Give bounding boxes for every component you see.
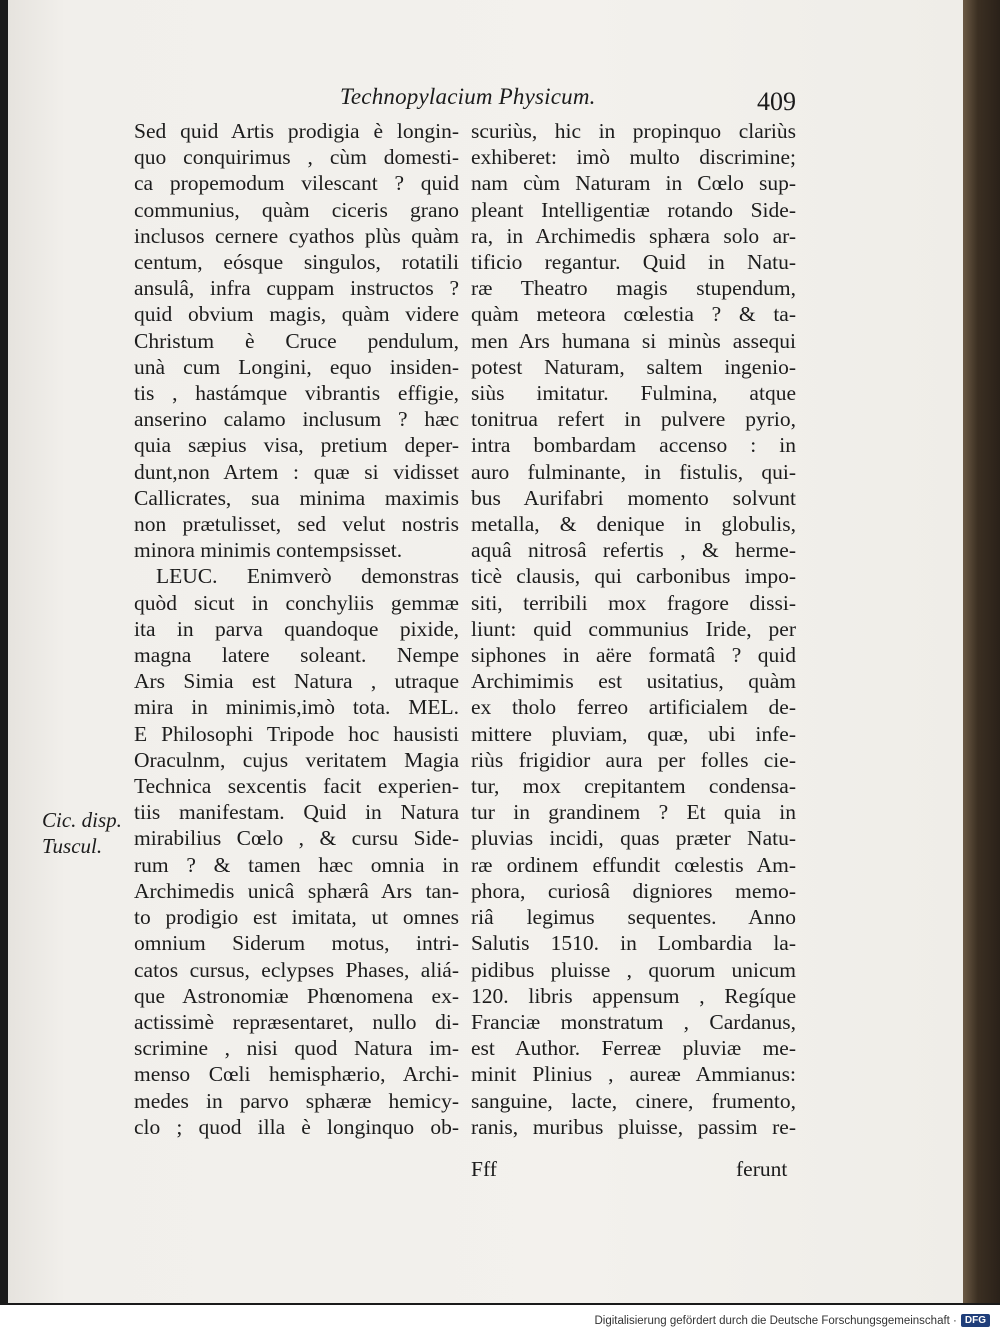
text-line: clo ; quod illa è longinquo ob- — [134, 1114, 459, 1139]
text-line: siphones in aëre formatâ ? quid — [471, 643, 796, 668]
text-line: quàm meteora cœlestia ? & ta- — [471, 302, 796, 327]
text-line: magna latere soleant. Nempe — [134, 643, 459, 668]
text-line: siti, terribili mox fragore dissi- — [471, 590, 796, 615]
marginal-note-line-1: Cic. disp. — [42, 808, 122, 832]
text-line: non prætulisset, sed velut nostris — [134, 512, 459, 537]
text-line: ra, in Archimedis sphæra solo ar- — [471, 223, 796, 248]
text-line: Archimimis est usitatius, quàm — [471, 669, 796, 694]
text-line: potest Naturam, saltem ingenio- — [471, 354, 796, 379]
text-line: anserino calamo inclusum ? hæc — [134, 407, 459, 432]
book-edge — [963, 0, 1000, 1303]
text-line: tis , hastámque vibrantis effigie, — [134, 381, 459, 406]
running-head: Technopylacium Physicum. — [340, 84, 596, 109]
catchword: ferunt — [736, 1157, 788, 1181]
text-line: inclusos cernere cyathos plùs quàm — [134, 223, 459, 248]
text-line: est Author. Ferreæ pluviæ me- — [471, 1036, 796, 1061]
right-column — [471, 118, 796, 1140]
text-line: Technica sexcentis facit experien- — [134, 774, 459, 799]
text-line: exhiberet: imò multo discrimine; — [471, 145, 796, 170]
text-line: tonitrua refert in pulvere pyrio, — [471, 407, 796, 432]
text-line: aquâ nitrosâ refertis , & herme- — [471, 538, 796, 563]
text-line: 120. libris appensum , Regíque — [471, 983, 796, 1008]
text-line: quòd sicut in conchyliis gemmæ — [134, 590, 459, 615]
text-line: ex tholo ferreo artificialem de- — [471, 695, 796, 720]
text-line: pleant Intelligentiæ rotando Side- — [471, 197, 796, 222]
text-line: auro fulminante, in fistulis, qui- — [471, 459, 796, 484]
text-line: Sed quid Artis prodigia è longin- — [134, 119, 459, 143]
page-number: 409 — [757, 87, 796, 116]
text-line: Archimedis unicâ sphærâ Ars tan- — [134, 878, 459, 903]
text-line: liunt: quid communius Iride, per — [471, 616, 796, 641]
text-line: ranis, muribus pluisse, passim re- — [471, 1114, 796, 1139]
text-line: catos cursus, eclypses Phases, aliá- — [134, 957, 459, 982]
text-line: ca propemodum vilescant ? quid — [134, 171, 459, 196]
text-line: communius, quàm ciceris grano — [134, 197, 459, 222]
text-line: que Astronomiæ Phœnomena ex- — [134, 983, 459, 1008]
text-line: riâ legimus sequentes. Anno — [471, 905, 796, 930]
text-line: Christum è Cruce pendulum, — [134, 328, 459, 353]
text-line: ræ Theatro magis stupendum, — [471, 276, 796, 301]
text-line: riùs frigidior aura per folles cie- — [471, 747, 796, 772]
text-line: Salutis 1510. in Lombardia la- — [471, 931, 796, 956]
text-line: E Philosophi Tripode hoc hausisti — [134, 721, 459, 746]
text-line: mittere pluviam, quæ, ubi infe- — [471, 721, 796, 746]
text-line: ita in parva quandoque pixide, — [134, 616, 459, 641]
text-line: minora minimis contempsisset. — [134, 538, 403, 563]
text-line: Ars Simia est Natura , utraque — [134, 669, 459, 694]
text-line: tificio regantur. Quid in Natu- — [471, 250, 796, 275]
text-line: Oraculnm, cujus veritatem Magia — [134, 747, 459, 772]
left-column — [134, 118, 459, 1140]
text-line: mirabilius Cœlo , & cursu Side- — [134, 826, 459, 851]
text-line: Franciæ monstratum , Cardanus, — [471, 1009, 796, 1034]
text-line: medes in parvo sphæræ hemicy- — [134, 1088, 459, 1113]
text-line: sanguine, lacte, cinere, frumento, — [471, 1088, 796, 1113]
footer-text: Digitalisierung gefördert durch die Deutsche Forschungsgemeinschaft · — [594, 1314, 957, 1327]
text-line: mira in minimis,imò tota. MEL. — [134, 695, 459, 720]
text-line: metalla, & denique in globulis, — [471, 512, 796, 537]
text-line: scuriùs, hic in propinquo clariùs — [471, 119, 796, 143]
text-line: men Ars humana si minùs assequi — [471, 328, 796, 353]
text-line: quia sæpius visa, pretium deper- — [134, 433, 459, 458]
text-line: quo conquirimus , cùm domesti- — [134, 145, 459, 170]
text-line: siùs imitatur. Fulmina, atque — [471, 381, 796, 406]
dfg-logo: DFG — [961, 1314, 990, 1327]
footer-credit — [594, 1314, 990, 1327]
text-line: pluvias incidi, quas præter Natu- — [471, 826, 796, 851]
text-line: scrimine , nisi quod Natura im- — [134, 1036, 459, 1061]
text-line: unà cum Longini, equo insiden- — [134, 354, 459, 379]
text-line: LEUC. Enimverò demonstras — [156, 564, 459, 589]
text-line: minit Plinius , aureæ Ammianus: — [471, 1062, 796, 1087]
text-line: ticè clausis, qui carbonibus impo- — [471, 564, 796, 589]
text-line: tur in grandinem ? Et quia in — [471, 800, 796, 825]
signature-mark: Fff — [471, 1157, 497, 1181]
text-line: dunt,non Artem : quæ si vidisset — [134, 459, 459, 484]
text-line: actissimè repræsentaret, nullo di- — [134, 1009, 459, 1034]
text-line: tiis manifestam. Quid in Natura — [134, 800, 459, 825]
text-line: phora, curiosâ digniores memo- — [471, 878, 796, 903]
text-line: rum ? & tamen hæc omnia in — [134, 852, 459, 877]
text-line: pidibus pluisse , quorum unicum — [471, 957, 796, 982]
text-line: menso Cœli hemisphærio, Archi- — [134, 1062, 459, 1087]
text-line: intra bombardam accenso : in — [471, 433, 796, 458]
marginal-note-line-2: Tuscul. — [42, 834, 103, 858]
text-line: tur, mox crepitantem condensa- — [471, 774, 796, 799]
text-line: Callicrates, sua minima maximis — [134, 485, 459, 510]
text-line: ansulâ, infra cuppam instructos ? — [134, 276, 459, 301]
text-line: to prodigio est imitata, ut omnes — [134, 905, 459, 930]
text-line: ræ ordinem effundit cœlestis Am- — [471, 852, 796, 877]
text-line: omnium Siderum motus, intri- — [134, 931, 459, 956]
text-line: nam cùm Naturam in Cœlo sup- — [471, 171, 796, 196]
text-line: quid obvium magis, quàm videre — [134, 302, 459, 327]
text-line: centum, eósque singulos, rotatili — [134, 250, 459, 275]
text-line: bus Aurifabri momento solvunt — [471, 485, 796, 510]
